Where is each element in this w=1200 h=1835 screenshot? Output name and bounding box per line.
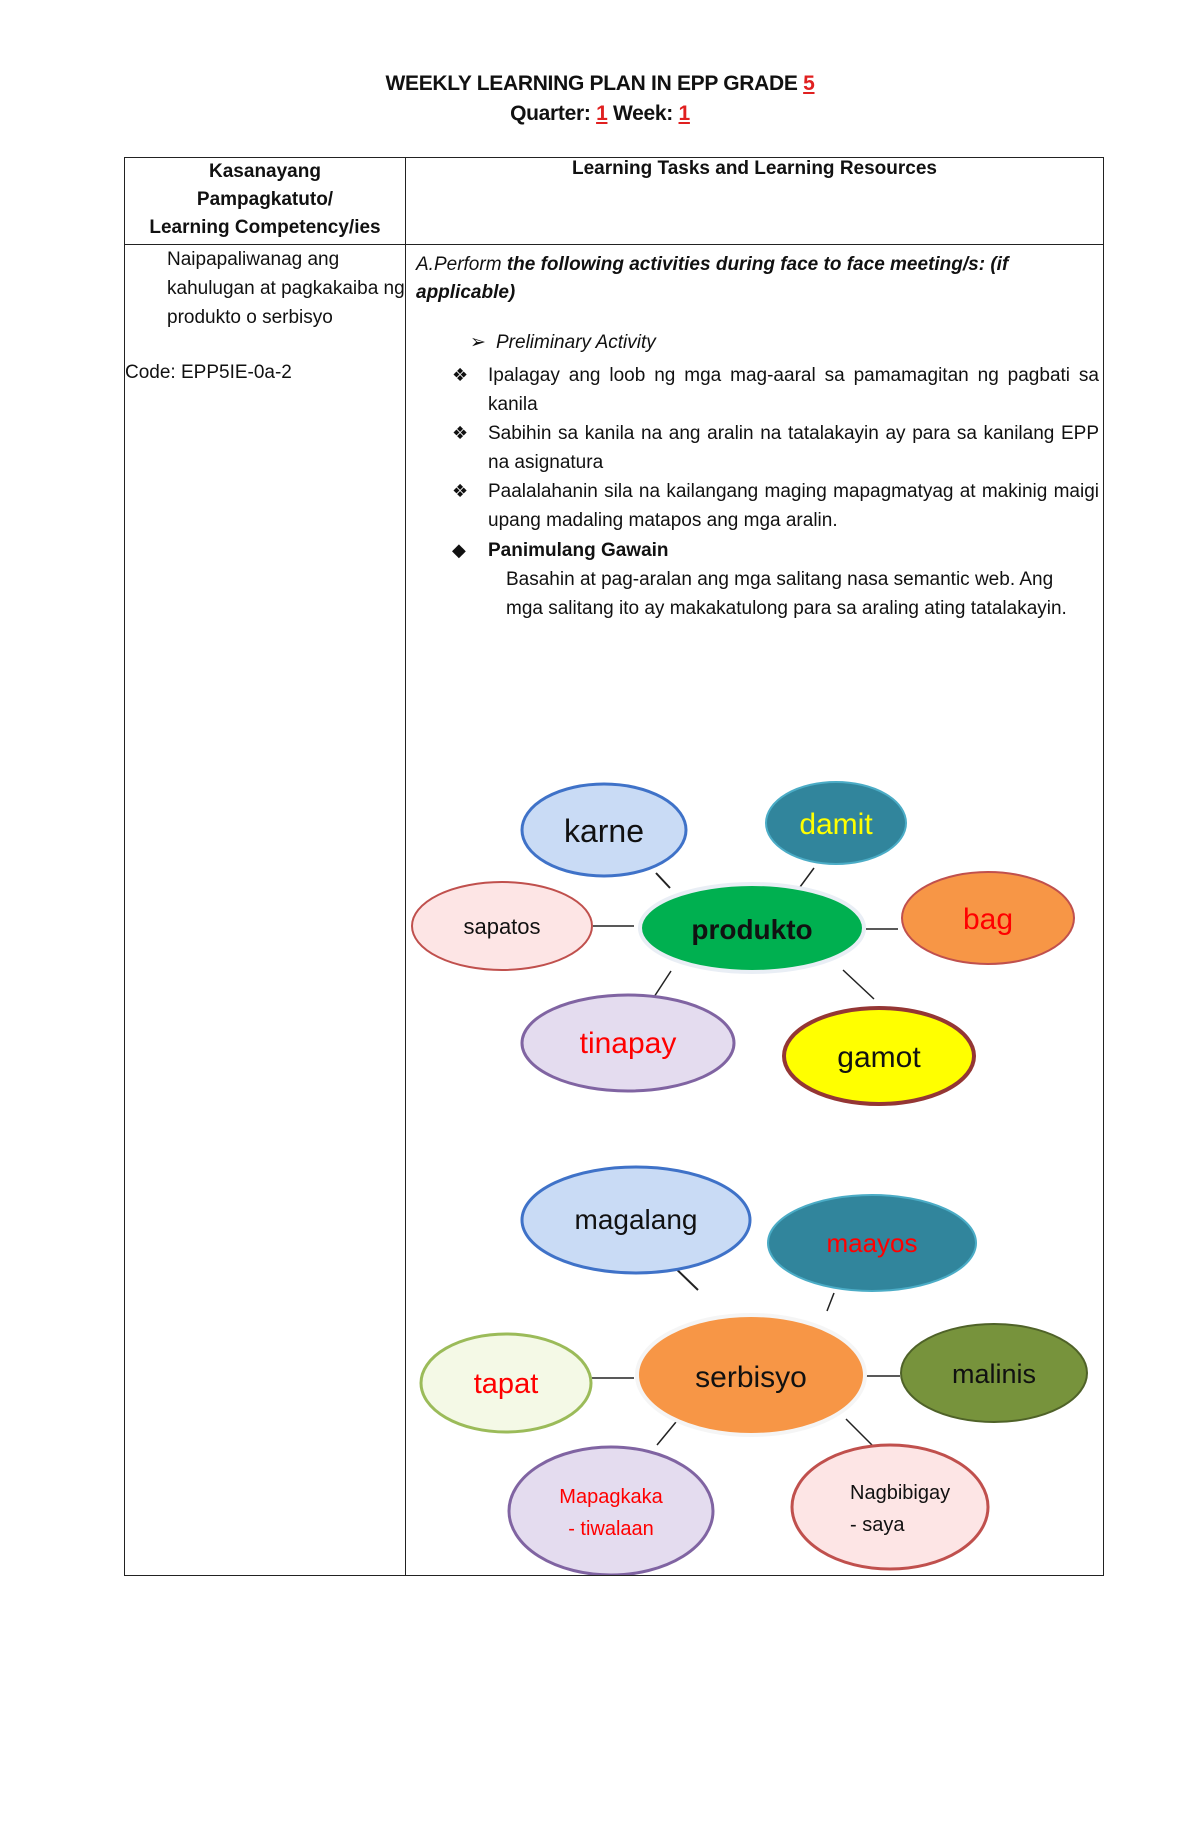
node-nagbibigay-saya	[792, 1445, 988, 1569]
week-value: 1	[678, 102, 690, 125]
tasks-cell	[406, 245, 1104, 1576]
learning-plan-table	[124, 157, 1104, 1576]
arrow-bullet-icon: ➢	[470, 332, 486, 353]
diamond-bullet-icon: ◆	[452, 540, 466, 560]
svg-text:gamot: gamot	[837, 1041, 921, 1074]
svg-text:Mapagkaka: Mapagkaka	[559, 1486, 663, 1508]
diamond-bullet-icon: ❖	[452, 481, 469, 501]
tasks-header: Learning Tasks and Learning Resources	[406, 158, 1104, 245]
quarter-value: 1	[596, 102, 608, 125]
panimulang-gawain-heading: ◆ Panimulang Gawain	[454, 536, 1099, 565]
svg-text:serbisyo: serbisyo	[695, 1361, 807, 1394]
instruction-text: Basahin at pag-aralan ang mga salitang nasa semantic web. Ang mga salitang ito ay makakatulong para sa araling ating tatalakayin.	[506, 569, 1067, 619]
document-title: WEEKLY LEARNING PLAN IN EPP GRADE 5	[385, 72, 815, 95]
quarter-week-line: Quarter: 1 Week: 1	[510, 102, 690, 125]
semantic-web-diagrams	[406, 245, 1106, 1575]
list-item: ❖ Ipalagay ang loob ng mga mag-aaral sa pamamagitan ng pagbati sa kanila	[454, 361, 1099, 419]
diamond-bullet-icon: ❖	[452, 365, 469, 385]
svg-text:bag: bag	[962, 903, 1014, 936]
competency-header: Kasanayang Pampagkatuto/ Learning Competency/ies	[125, 158, 406, 245]
svg-text:magalang: magalang	[574, 1204, 698, 1235]
list-item: ❖ Sabihin sa kanila na ang aralin na tatalakayin ay para sa kanilang EPP na asignatura	[454, 419, 1099, 477]
node-mapagkakatiwalaan	[509, 1447, 713, 1575]
svg-text:produkto: produkto	[691, 914, 813, 945]
svg-text:maayos: maayos	[826, 1228, 918, 1258]
grade-value: 5	[803, 72, 815, 95]
diamond-bullet-icon: ❖	[452, 423, 469, 443]
competency-text: Naipapaliwanag ang kahulugan at pagkakaiba ng produkto o serbisyo	[167, 249, 405, 328]
svg-text:damit: damit	[799, 808, 873, 841]
preliminary-activity: ➢ Preliminary Activity	[470, 332, 656, 353]
competency-cell	[125, 245, 406, 1576]
svg-text:sapatos: sapatos	[463, 914, 541, 939]
svg-text:Nagbibigay: Nagbibigay	[850, 1482, 951, 1504]
competency-code: Code: EPP5IE-0a-2	[125, 362, 292, 383]
semantic-web-produkto	[412, 782, 1074, 1104]
svg-text:tinapay: tinapay	[579, 1027, 677, 1060]
svg-text:karne: karne	[563, 813, 645, 849]
svg-text:- saya: - saya	[850, 1514, 905, 1536]
svg-text:malinis: malinis	[951, 1359, 1037, 1389]
svg-text:tapat: tapat	[473, 1368, 539, 1400]
activity-a-heading: A.Perform the following activities during face to face meeting/s: (if applicable)	[416, 254, 1009, 303]
semantic-web-serbisyo	[421, 1167, 1087, 1575]
svg-text:- tiwalaan: - tiwalaan	[568, 1518, 654, 1540]
list-item: ❖ Paalalahanin sila na kailangang maging mapagmatyag at makinig maigi upang madaling matapos ang mga aralin.	[454, 477, 1099, 535]
